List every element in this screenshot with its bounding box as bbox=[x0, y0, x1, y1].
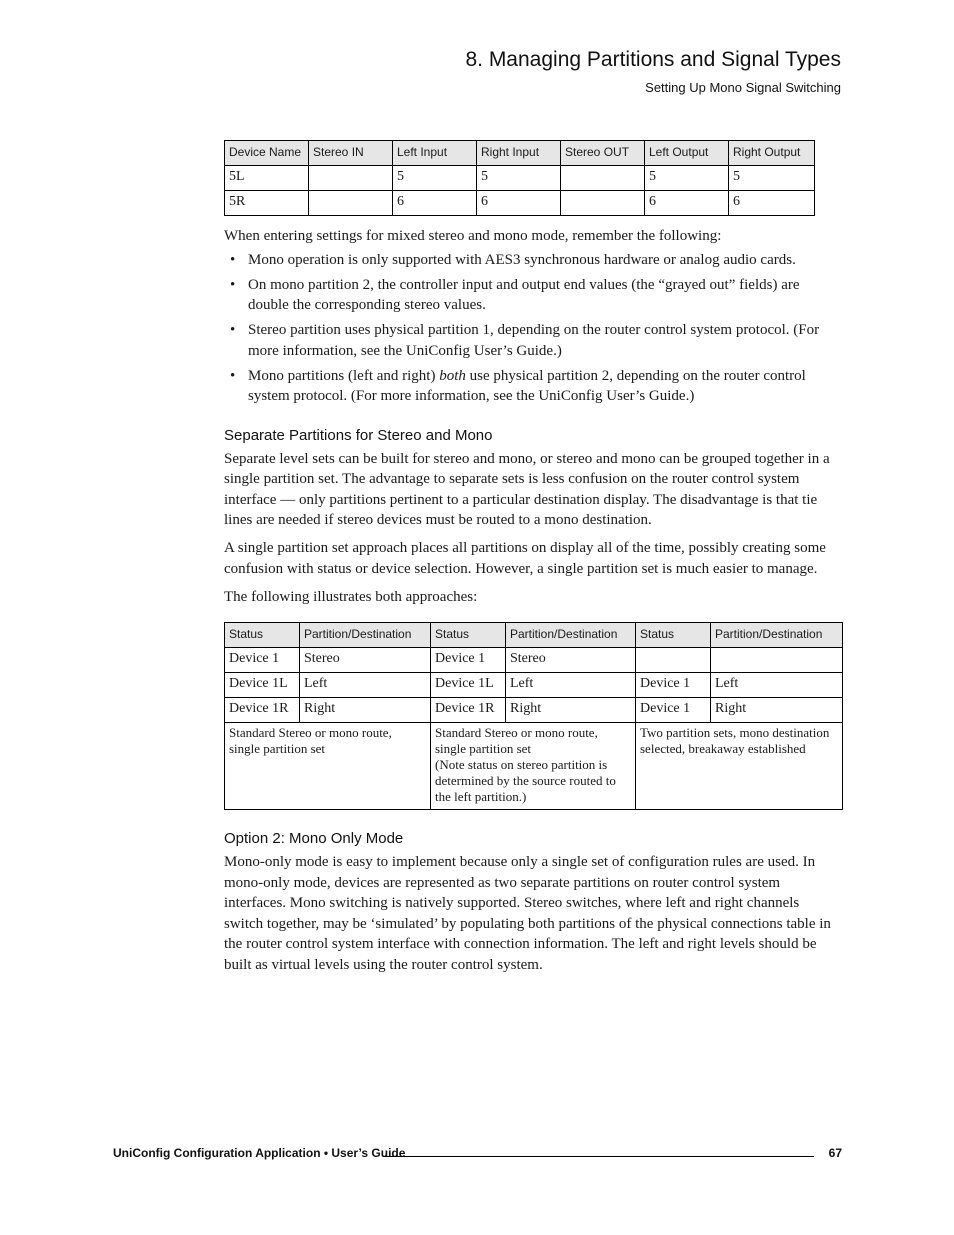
note-cell bbox=[225, 723, 431, 810]
column-header: Partition/Destination bbox=[711, 623, 843, 648]
list-item bbox=[224, 366, 842, 407]
table-cell bbox=[561, 191, 645, 216]
note-cell bbox=[431, 723, 636, 810]
paragraph: Mono-only mode is easy to implement because only a single set of configuration rules are used. In mono-only mode, devices are represented as two separate partitions on router control system interfaces. Mono switching is natively supported. Stereo switches, where left and right channels switch together, may be ‘simulated’ by populating both partitions of the physical connections table in the router control system interface with connection information. The left and right levels should be built as virtual levels using the router control system. bbox=[224, 854, 831, 973]
page-footer bbox=[113, 1146, 842, 1164]
column-header: Right Output bbox=[729, 141, 815, 166]
column-header: Partition/Destination bbox=[300, 623, 431, 648]
table-row bbox=[225, 648, 843, 673]
emphasis-text: both bbox=[439, 367, 466, 384]
table-cell: 5 bbox=[645, 166, 729, 191]
table-row bbox=[225, 191, 815, 216]
table-cell: Left bbox=[711, 673, 843, 698]
page-number: 67 bbox=[828, 1146, 842, 1160]
column-header: Right Input bbox=[477, 141, 561, 166]
intro-text: When entering settings for mixed stereo and mono mode, remember the following: bbox=[224, 228, 722, 244]
bullet-marker: • bbox=[230, 276, 236, 293]
table-cell bbox=[309, 166, 393, 191]
list-item-text: On mono partition 2, the controller input and output end values (the “grayed out” fields) are double the corresponding stereo values. bbox=[248, 276, 800, 313]
table-cell bbox=[309, 191, 393, 216]
footer-rule bbox=[383, 1156, 814, 1157]
chapter-title: 8. Managing Partitions and Signal Types bbox=[465, 48, 841, 71]
paragraph: Separate level sets can be built for stereo and mono, or stereo and mono can be grouped together in a single partition set. The advantage to separate sets is less confusion on the router control system interface — only partitions pertinent to a particular destination display. The disadvantage is that tie lines are needed if stereo devices must be routed to a mono destination. bbox=[224, 450, 830, 528]
column-header: Status bbox=[225, 623, 300, 648]
note-line: (Note status on stereo partition is determined by the source routed to the left partition.) bbox=[435, 757, 616, 804]
partition-approaches-table bbox=[224, 622, 843, 810]
table-cell: Right bbox=[711, 698, 843, 723]
column-header: Status bbox=[636, 623, 711, 648]
table-cell: 6 bbox=[729, 191, 815, 216]
settings-bullet-list bbox=[224, 250, 842, 407]
note-cell bbox=[636, 723, 843, 810]
section-subtitle: Setting Up Mono Signal Switching bbox=[645, 80, 841, 95]
table-cell: Right bbox=[300, 698, 431, 723]
column-header: Left Input bbox=[393, 141, 477, 166]
table-cell: Device 1R bbox=[225, 698, 300, 723]
table-cell: Stereo bbox=[506, 648, 636, 673]
column-header: Stereo OUT bbox=[561, 141, 645, 166]
table-cell: 6 bbox=[645, 191, 729, 216]
main-content bbox=[224, 140, 842, 983]
note-line: Two partition sets, mono destination selected, breakaway established bbox=[640, 725, 830, 756]
table-cell: Stereo bbox=[300, 648, 431, 673]
column-header: Left Output bbox=[645, 141, 729, 166]
device-settings-table bbox=[224, 140, 815, 216]
list-item bbox=[224, 250, 842, 271]
section-heading-mono-only: Option 2: Mono Only Mode bbox=[224, 830, 404, 847]
column-header: Stereo IN bbox=[309, 141, 393, 166]
table-cell bbox=[561, 166, 645, 191]
table-cell bbox=[711, 648, 843, 673]
table-cell: Device 1L bbox=[225, 673, 300, 698]
table-cell bbox=[636, 648, 711, 673]
list-item-text: Mono operation is only supported with AES3 synchronous hardware or analog audio cards. bbox=[248, 251, 796, 268]
list-item-text: Mono partitions (left and right) bbox=[248, 367, 440, 384]
table-cell: Device 1 bbox=[636, 698, 711, 723]
table-row bbox=[225, 166, 815, 191]
bullet-marker: • bbox=[230, 322, 236, 338]
list-item-text: use physical partition 2, depending on the router control system protocol. (For more information, see the UniConfig User’s Guide.) bbox=[248, 367, 806, 404]
paragraph: A single partition set approach places all partitions on display all of the time, possibly creating some confusion with status or device selection. However, a single partition set is much easier to manage. bbox=[224, 540, 826, 577]
section-heading-separate-partitions: Separate Partitions for Stereo and Mono bbox=[224, 426, 493, 444]
table-cell: Left bbox=[506, 673, 636, 698]
table-cell: Device 1R bbox=[431, 698, 506, 723]
table-row bbox=[225, 673, 843, 698]
note-line: Standard Stereo or mono route, single partition set bbox=[435, 725, 598, 756]
table-cell: 5L bbox=[225, 166, 309, 191]
table-cell: Right bbox=[506, 698, 636, 723]
paragraph: The following illustrates both approaches: bbox=[224, 588, 478, 605]
note-line: Standard Stereo or mono route, single partition set bbox=[229, 725, 392, 756]
table-cell: 5 bbox=[729, 166, 815, 191]
table-cell: 5 bbox=[393, 166, 477, 191]
table-cell: 5 bbox=[477, 166, 561, 191]
table-cell: Left bbox=[300, 673, 431, 698]
column-header: Partition/Destination bbox=[506, 623, 636, 648]
table-cell: 6 bbox=[393, 191, 477, 216]
table-cell: 5R bbox=[225, 191, 309, 216]
bullet-marker: • bbox=[230, 251, 236, 268]
list-item bbox=[224, 275, 842, 316]
bullet-marker: • bbox=[230, 367, 236, 384]
table-cell: Device 1L bbox=[431, 673, 506, 698]
list-item bbox=[224, 320, 842, 361]
table-cell: Device 1 bbox=[225, 648, 300, 673]
table-row-notes bbox=[225, 723, 843, 810]
column-header: Status bbox=[431, 623, 506, 648]
list-item-text: Stereo partition uses physical partition 1, depending on the router control system protocol. (For more information, see the UniConfig User’s Guide.) bbox=[248, 322, 820, 359]
table-cell: 6 bbox=[477, 191, 561, 216]
table-cell: Device 1 bbox=[636, 673, 711, 698]
footer-doc-title: UniConfig Configuration Application • User’s Guide bbox=[113, 1146, 406, 1160]
column-header: Device Name bbox=[225, 141, 309, 166]
table-row bbox=[225, 698, 843, 723]
table-cell: Device 1 bbox=[431, 648, 506, 673]
